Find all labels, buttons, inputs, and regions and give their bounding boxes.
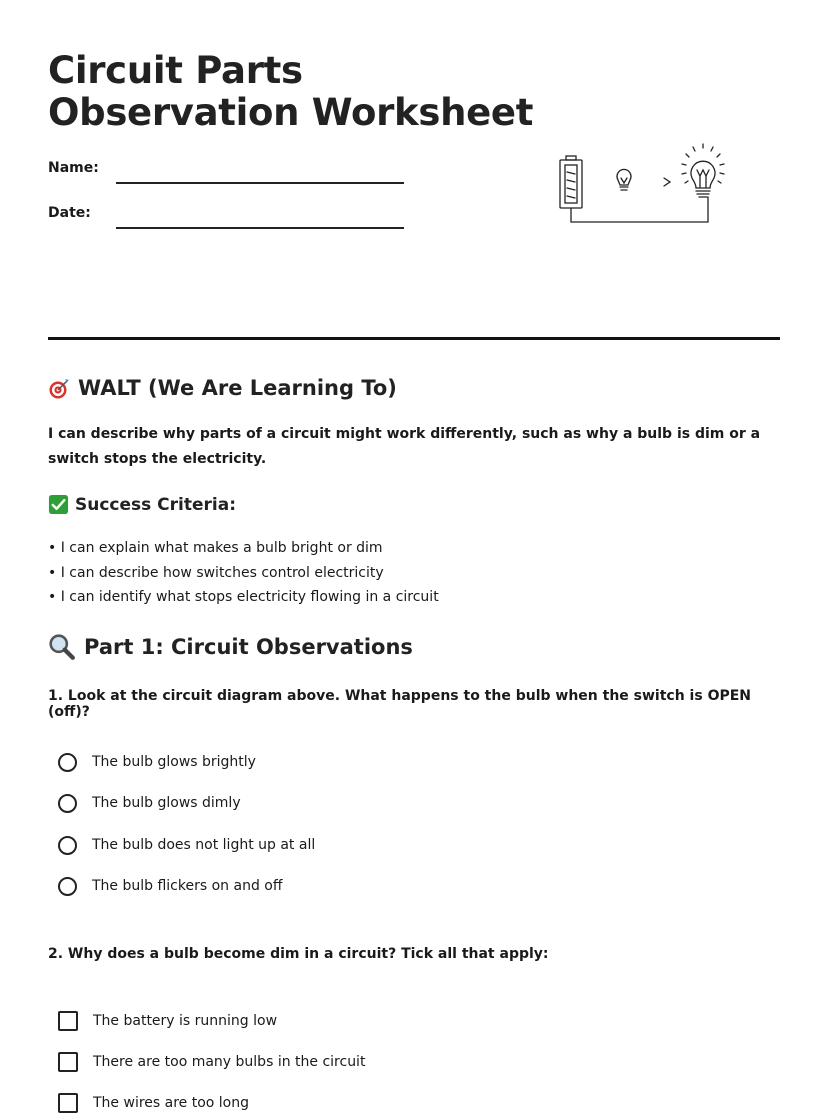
- title-line-1: Circuit Parts: [48, 49, 303, 92]
- option-label: The bulb does not light up at all: [92, 837, 316, 853]
- name-field[interactable]: [48, 160, 408, 190]
- date-label: Date:: [48, 205, 91, 221]
- radio-button[interactable]: [58, 753, 77, 772]
- circuit-diagram-image: [556, 140, 736, 230]
- name-label: Name:: [48, 160, 99, 176]
- section-divider: [48, 337, 780, 340]
- success-criteria-heading: [48, 494, 236, 515]
- walt-statement: I can describe why parts of a circuit might work differently, such as why a bulb is dim or a switch stops the electricity.: [48, 426, 761, 467]
- option-label: The battery is running low: [93, 1013, 278, 1029]
- lit-bulb-icon: [682, 144, 724, 197]
- question-2-text: 2. Why does a bulb become dim in a circuit? Tick all that apply:: [48, 946, 549, 962]
- checkbox[interactable]: [58, 1052, 78, 1072]
- checkbox[interactable]: [58, 1011, 78, 1031]
- switch-icon: [664, 178, 670, 186]
- walt-heading-text: WALT (We Are Learning To): [78, 376, 397, 400]
- checkbox[interactable]: [58, 1093, 78, 1113]
- success-criteria-heading-text: Success Criteria:: [75, 494, 237, 515]
- part1-heading: [48, 633, 413, 661]
- small-bulb-icon: [617, 169, 631, 190]
- option-label: The bulb glows dimly: [92, 795, 241, 811]
- battery-icon: [560, 156, 582, 208]
- q1-option-1[interactable]: [58, 749, 558, 775]
- walt-heading: [48, 376, 397, 400]
- success-criteria-list: [48, 536, 439, 610]
- q2-option-3[interactable]: [58, 1090, 558, 1116]
- radio-button[interactable]: [58, 794, 77, 813]
- radio-button[interactable]: [58, 877, 77, 896]
- q2-option-2[interactable]: [58, 1049, 558, 1075]
- date-write-line[interactable]: [116, 227, 404, 229]
- q2-option-1[interactable]: [58, 1008, 558, 1034]
- title-line-2: Observation Worksheet: [48, 91, 534, 134]
- name-write-line[interactable]: [116, 182, 404, 184]
- date-field[interactable]: [48, 205, 408, 235]
- option-label: The bulb glows brightly: [92, 754, 256, 770]
- magnifying-glass-icon: [48, 633, 76, 661]
- part1-heading-text: Part 1: Circuit Observations: [84, 635, 413, 659]
- check-mark-icon: [48, 494, 69, 515]
- circuit-wire: [571, 197, 708, 222]
- criteria-item: • I can identify what stops electricity flowing in a circuit: [48, 589, 439, 605]
- worksheet-title: [48, 50, 533, 134]
- option-label: The wires are too long: [93, 1095, 250, 1111]
- criteria-item: • I can describe how switches control electricity: [48, 564, 384, 581]
- option-label: The bulb flickers on and off: [92, 878, 283, 894]
- criteria-item: • I can explain what makes a bulb bright or dim: [48, 540, 383, 556]
- q1-option-3[interactable]: [58, 832, 558, 858]
- option-label: There are too many bulbs in the circuit: [93, 1054, 366, 1070]
- radio-button[interactable]: [58, 836, 77, 855]
- q1-option-2[interactable]: [58, 790, 558, 816]
- worksheet-page: [48, 0, 780, 1118]
- q1-option-4[interactable]: [58, 873, 558, 899]
- question-1-text: 1. Look at the circuit diagram above. What happens to the bulb when the switch is OPEN (off)?: [48, 688, 752, 720]
- target-icon: [48, 377, 70, 399]
